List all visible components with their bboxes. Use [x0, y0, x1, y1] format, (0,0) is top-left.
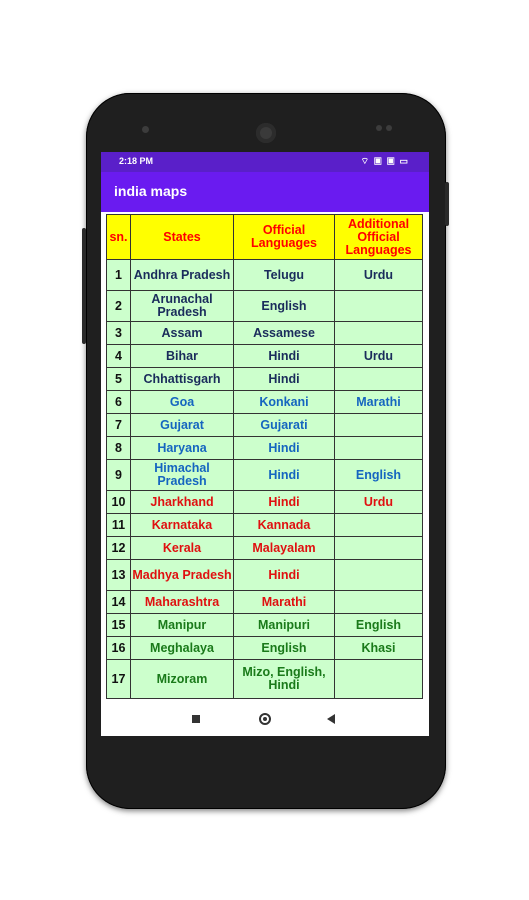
cell-sn: 17	[107, 660, 131, 699]
cell-sn: 14	[107, 591, 131, 614]
cell-sn: 10	[107, 491, 131, 514]
cell-additional-language	[335, 291, 423, 322]
side-button-left	[82, 228, 86, 344]
table-row	[107, 368, 423, 391]
table-row	[107, 491, 423, 514]
cell-additional-language: English	[335, 614, 423, 637]
header-sn: sn.	[107, 215, 131, 260]
cell-official-language: Konkani	[234, 391, 335, 414]
cell-state: Karnataka	[131, 514, 234, 537]
cell-sn: 16	[107, 637, 131, 660]
cell-sn: 8	[107, 437, 131, 460]
cell-official-language: Kannada	[234, 514, 335, 537]
table-body	[107, 260, 423, 699]
table-row	[107, 322, 423, 345]
cell-state: Meghalaya	[131, 637, 234, 660]
cell-sn: 12	[107, 537, 131, 560]
cell-official-language: Telugu	[234, 260, 335, 291]
cell-additional-language	[335, 414, 423, 437]
cell-sn: 3	[107, 322, 131, 345]
cell-state: Himachal Pradesh	[131, 460, 234, 491]
sensor-dot	[142, 126, 149, 133]
cell-sn: 11	[107, 514, 131, 537]
cell-state: Goa	[131, 391, 234, 414]
cell-state: Madhya Pradesh	[131, 560, 234, 591]
home-circle-icon[interactable]	[259, 713, 271, 725]
front-camera	[256, 123, 276, 143]
cell-additional-language: Urdu	[335, 491, 423, 514]
header-official-languages: Official Languages	[234, 215, 335, 260]
cell-official-language: Malayalam	[234, 537, 335, 560]
cell-state: Haryana	[131, 437, 234, 460]
table-row	[107, 260, 423, 291]
cell-official-language: Hindi	[234, 345, 335, 368]
recents-square-icon[interactable]	[192, 715, 200, 723]
cell-official-language: Hindi	[234, 437, 335, 460]
cell-additional-language	[335, 514, 423, 537]
back-triangle-icon[interactable]	[327, 714, 335, 724]
side-button-right	[445, 182, 449, 226]
app-title: india maps	[114, 183, 188, 199]
table-row	[107, 614, 423, 637]
navigation-bar	[101, 702, 429, 736]
cell-state: Maharashtra	[131, 591, 234, 614]
cell-additional-language: Khasi	[335, 637, 423, 660]
cell-state: Assam	[131, 322, 234, 345]
cell-state: Jharkhand	[131, 491, 234, 514]
cell-official-language: Hindi	[234, 368, 335, 391]
cell-official-language: English	[234, 291, 335, 322]
table-row	[107, 291, 423, 322]
cell-state: Mizoram	[131, 660, 234, 699]
cell-additional-language	[335, 537, 423, 560]
cell-additional-language: Marathi	[335, 391, 423, 414]
sensor-dot	[376, 125, 382, 131]
cell-state: Chhattisgarh	[131, 368, 234, 391]
status-icons: ⌔ ▣ ▣ ▭	[360, 156, 409, 166]
sensor-dot	[386, 125, 392, 131]
cell-sn: 9	[107, 460, 131, 491]
cell-official-language: Manipuri	[234, 614, 335, 637]
languages-table	[106, 214, 423, 699]
table-row	[107, 591, 423, 614]
cell-additional-language	[335, 437, 423, 460]
cell-additional-language	[335, 591, 423, 614]
cell-additional-language: English	[335, 460, 423, 491]
table-row	[107, 537, 423, 560]
table-header-row	[107, 215, 423, 260]
cell-official-language: English	[234, 637, 335, 660]
cell-additional-language	[335, 368, 423, 391]
cell-sn: 6	[107, 391, 131, 414]
table-row	[107, 414, 423, 437]
header-states: States	[131, 215, 234, 260]
cell-state: Manipur	[131, 614, 234, 637]
cell-additional-language	[335, 660, 423, 699]
table-row	[107, 391, 423, 414]
cell-official-language: Gujarati	[234, 414, 335, 437]
cell-sn: 2	[107, 291, 131, 322]
cell-sn: 5	[107, 368, 131, 391]
cell-state: Andhra Pradesh	[131, 260, 234, 291]
cell-official-language: Marathi	[234, 591, 335, 614]
cell-additional-language	[335, 560, 423, 591]
cell-state: Gujarat	[131, 414, 234, 437]
cell-official-language: Assamese	[234, 322, 335, 345]
table-row	[107, 345, 423, 368]
table-row	[107, 560, 423, 591]
cell-sn: 13	[107, 560, 131, 591]
cell-state: Bihar	[131, 345, 234, 368]
cell-additional-language: Urdu	[335, 345, 423, 368]
table-container[interactable]	[106, 214, 424, 702]
status-time: 2:18 PM	[119, 156, 154, 166]
cell-official-language: Mizo, English, Hindi	[234, 660, 335, 699]
table-row	[107, 660, 423, 699]
cell-official-language: Hindi	[234, 460, 335, 491]
cell-official-language: Hindi	[234, 491, 335, 514]
cell-state: Kerala	[131, 537, 234, 560]
cell-sn: 1	[107, 260, 131, 291]
cell-official-language: Hindi	[234, 560, 335, 591]
status-bar	[101, 152, 429, 172]
screen	[101, 152, 429, 736]
cell-additional-language: Urdu	[335, 260, 423, 291]
cell-additional-language	[335, 322, 423, 345]
table-row	[107, 460, 423, 491]
table-row	[107, 637, 423, 660]
table-row	[107, 437, 423, 460]
cell-state: Arunachal Pradesh	[131, 291, 234, 322]
table-row	[107, 514, 423, 537]
header-additional-languages: Additional Official Languages	[335, 215, 423, 260]
cell-sn: 15	[107, 614, 131, 637]
cell-sn: 7	[107, 414, 131, 437]
cell-sn: 4	[107, 345, 131, 368]
app-bar	[101, 172, 429, 212]
